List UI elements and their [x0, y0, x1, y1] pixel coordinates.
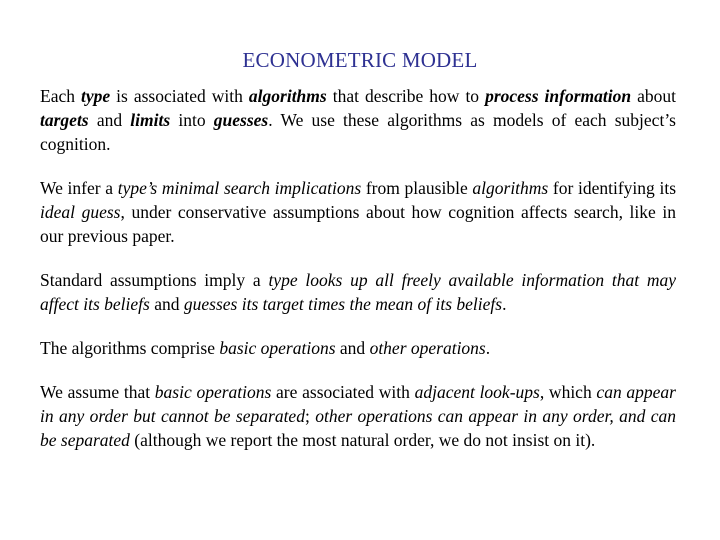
text-segment: and	[88, 110, 131, 130]
italic-segment: adjacent look-ups	[414, 382, 540, 402]
emphasis-type: type	[81, 86, 111, 106]
paragraph-5	[40, 380, 676, 452]
text-segment: are associated with	[271, 382, 415, 402]
italic-segment: other operations	[369, 338, 486, 358]
slide-body	[40, 84, 676, 472]
text-segment: .	[485, 338, 491, 358]
paragraph-3	[40, 268, 676, 316]
text-segment: (although we report the most natural order, we do not insist on it).	[129, 430, 596, 450]
text-segment: The algorithms comprise	[40, 338, 220, 358]
paragraph-1	[40, 84, 676, 156]
italic-segment: other operations can appear in any order, and can be separated	[40, 406, 676, 450]
text-segment: We assume that	[40, 382, 155, 402]
text-segment: .	[502, 294, 507, 314]
emphasis-algorithms: algorithms	[248, 86, 327, 106]
text-segment: is associated with	[110, 86, 249, 106]
italic-segment: type’s minimal search implications	[117, 178, 362, 198]
italic-segment: basic operations	[219, 338, 336, 358]
slide-title: ECONOMETRIC MODEL	[242, 48, 478, 72]
emphasis-limits: limits	[130, 110, 171, 130]
text-segment: . We use these algorithms as models of each subject’s cognition.	[40, 110, 676, 154]
text-segment: into	[170, 110, 214, 130]
text-segment: and	[149, 294, 184, 314]
text-segment: ;	[304, 406, 316, 426]
text-segment: about	[631, 86, 676, 106]
emphasis-process-information: process information	[485, 86, 632, 106]
text-segment: from plausible	[361, 178, 473, 198]
italic-segment: ideal guess	[40, 202, 121, 222]
emphasis-guesses: guesses	[213, 110, 269, 130]
italic-segment: can appear in any order but cannot be separated	[40, 382, 676, 426]
text-segment: for identifying its	[548, 178, 677, 198]
italic-segment: guesses its target times the mean of its beliefs	[183, 294, 503, 314]
text-segment: , under conservative assumptions about how cognition affects search, like in our previous paper.	[40, 202, 676, 246]
italic-segment: algorithms	[472, 178, 549, 198]
italic-segment: basic operations	[154, 382, 272, 402]
italic-segment: type looks up all freely available information that may affect its beliefs	[40, 270, 676, 314]
paragraph-2	[40, 176, 676, 248]
text-segment: We infer a	[40, 178, 118, 198]
paragraph-4	[40, 336, 676, 360]
text-segment: and	[335, 338, 370, 358]
text-segment: that describe how to	[326, 86, 486, 106]
text-segment: , which	[539, 382, 597, 402]
text-segment: Each	[40, 86, 81, 106]
text-segment: Standard assumptions imply a	[40, 270, 269, 290]
emphasis-targets: targets	[40, 110, 89, 130]
